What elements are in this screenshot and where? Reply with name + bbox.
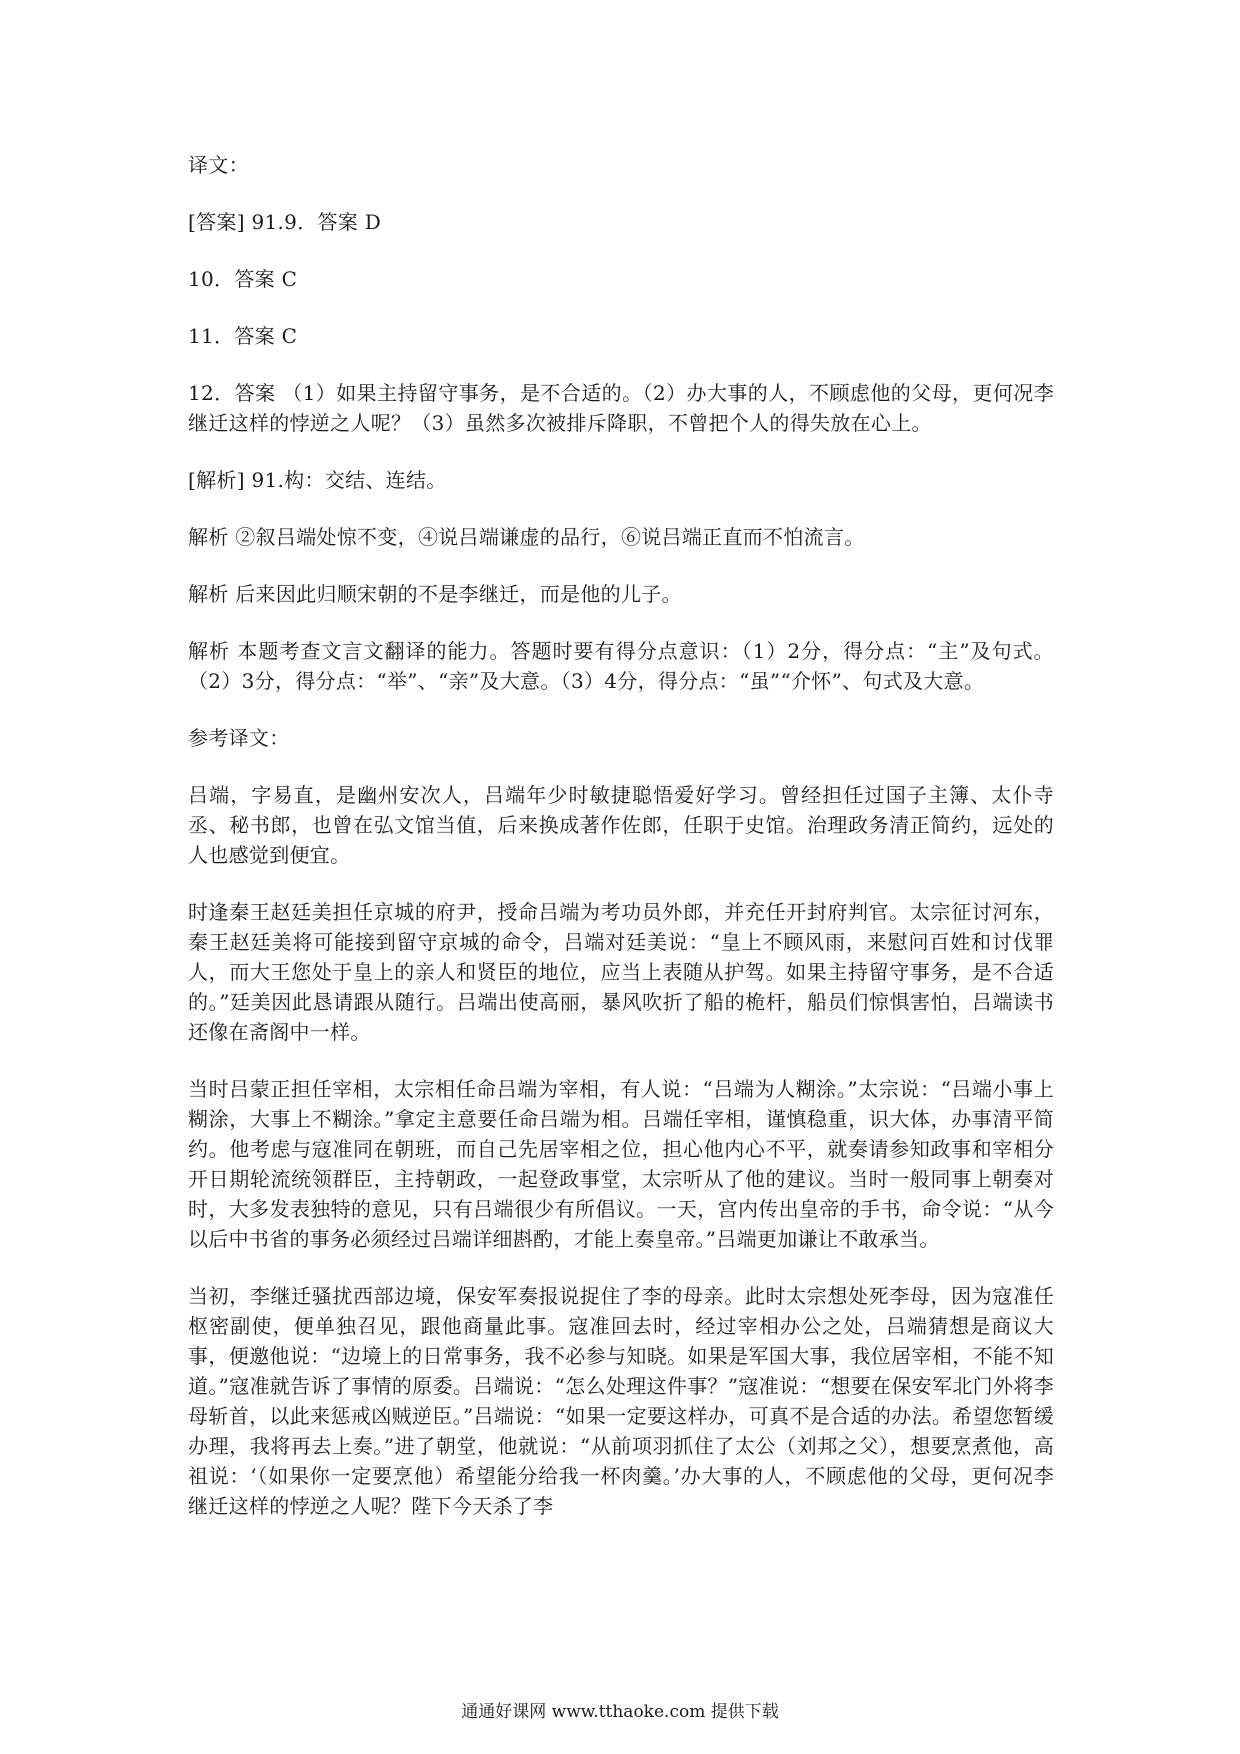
answer-12: 12．答案 （1）如果主持留守事务，是不合适的。（2）办大事的人，不顾虑他的父母，更何况李继迁这样的悖逆之人呢？（3）虽然多次被排斥降职，不曾把个人的得失放在心上。	[188, 381, 1054, 435]
page-footer: 通通好课网 www.tthaoke.com 提供下载	[461, 1702, 779, 1722]
answer-10: 10．答案 C	[188, 267, 298, 291]
translation-paragraph-3: 当时吕蒙正担任宰相，太宗相任命吕端为宰相，有人说：“吕端为人糊涂。”太宗说：“吕端小事上糊涂，大事上不糊涂。”拿定主意要任命吕端为相。吕端任宰相，谨慎稳重，识大体，办事清平简约。他考虑与寇准同在朝班，而自己先居宰相之位，担心他内心不平，就奏请参知政事和宰相分开日期轮流统领群臣，主持朝政，一起登政事堂，太宗听从了他的建议。当时一般同事上朝奏对时，大多发表独特的意见，只有吕端很少有所倡议。一天，宫内传出皇帝的手书，命令说：“从今以后中书省的事务必须经过吕端详细斟酌，才能上奏皇帝。”吕端更加谦让不敢承当。	[188, 1077, 1054, 1251]
analysis-91: [解析] 91.构：交结、连结。	[188, 468, 447, 492]
answer-9: [答案] 91.9．答案 D	[188, 210, 382, 234]
translation-paragraph-4: 当初，李继迁骚扰西部边境，保安军奏报说捉住了李的母亲。此时太宗想处死李母，因为寇准任枢密副使，便单独召见，跟他商量此事。寇准回去时，经过宰相办公之处，吕端猜想是商议大事，便邀他说：“边境上的日常事务，我不必参与知晓。如果是军国大事，我位居宰相，不能不知道。”寇准就告诉了事情的原委。吕端说：“怎么处理这件事？”寇准说：“想要在保安军北门外将李母斩首，以此来惩戒凶贼逆臣。”吕端说：“如果一定要这样办，可真不是合适的办法。希望您暂缓办理，我将再去上奏。”进了朝堂，他就说：“从前项羽抓住了太公（刘邦之父），想要烹煮他，高祖说：‘（如果你一定要烹他）希望能分给我一杯肉羹。’办大事的人，不顾虑他的父母，更何况李继迁这样的悖逆之人呢？陛下今天杀了李	[188, 1284, 1054, 1518]
analysis-10: 解析 ②叙吕端处惊不变，④说吕端谦虚的品行，⑥说吕端正直而不怕流言。	[188, 525, 865, 549]
translation-heading: 译文：	[188, 153, 249, 177]
reference-translation-heading: 参考译文：	[188, 726, 290, 750]
answer-11: 11．答案 C	[188, 324, 298, 348]
translation-paragraph-1: 吕端，字易直，是幽州安次人，吕端年少时敏捷聪悟爱好学习。曾经担任过国子主簿、太仆寺丞、秘书郎，也曾在弘文馆当值，后来换成著作佐郎，任职于史馆。治理政务清正简约，远处的人也感觉到便宜。	[188, 783, 1054, 867]
document-body	[188, 150, 1054, 1548]
translation-paragraph-2: 时逢秦王赵廷美担任京城的府尹，授命吕端为考功员外郎，并充任开封府判官。太宗征讨河东，秦王赵廷美将可能接到留守京城的命令，吕端对廷美说：“皇上不顾风雨，来慰问百姓和讨伐罪人，而大王您处于皇上的亲人和贤臣的地位，应当上表随从护驾。如果主持留守事务，是不合适的。”廷美因此恳请跟从随行。吕端出使高丽，暴风吹折了船的桅杆，船员们惊惧害怕，吕端读书还像在斋阁中一样。	[188, 900, 1054, 1044]
analysis-11: 解析 后来因此归顺宋朝的不是李继迁，而是他的儿子。	[188, 582, 682, 606]
analysis-12: 解析 本题考查文言文翻译的能力。答题时要有得分点意识：（1）2分，得分点：“主”及句式。（2）3分，得分点：“举”、“亲”及大意。（3）4分，得分点：“虽”“介怀”、句式及大意。	[188, 639, 1054, 693]
